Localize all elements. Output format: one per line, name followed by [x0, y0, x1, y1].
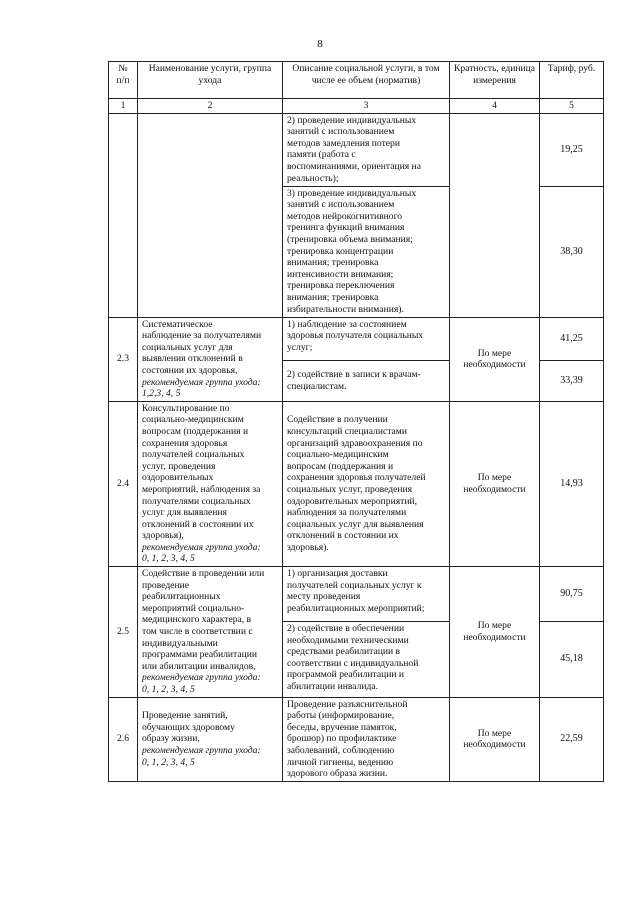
care-group: рекомендуемая группа ухода: 0, 1, 2, 3, 4, 5 [142, 672, 261, 695]
column-index: 2 [138, 99, 283, 114]
table-row [109, 401, 604, 566]
table-row [109, 317, 604, 360]
tariff-cell: 45,18 [540, 621, 604, 697]
description-cell: 2) содействие в записи к врачам- специалистам. [283, 360, 450, 401]
page-number: 8 [317, 38, 323, 50]
tariff-cell: 41,25 [540, 317, 604, 360]
frequency-cell: По мере необходимости [450, 697, 540, 781]
tariff-cell: 38,30 [540, 186, 604, 317]
description-cell: 3) проведение индивидуальных занятий с использованием методов нейрокогнитивного тренинга функций внимания (тренировка объема внимания; тренировка концентрации внимания; тренировка интенсивности внимания; тренировка переключения внимания; тренировка избирательности внимания). [283, 186, 450, 317]
num-cell [109, 113, 138, 317]
care-group: рекомендуемая группа ухода: 0, 1, 2, 3, 4, 5 [142, 541, 261, 565]
service-name: Консультирование по социально-медицинским вопросам (поддержания и сохранения здоровья получателей социальных услуг, проведения оздоровительных мероприятий, наблюдения за получателями социальных услуг для выявления отклонений в состоянии их здоровья), [142, 402, 261, 542]
tariff-cell: 19,25 [540, 113, 604, 186]
column-index: 5 [540, 99, 604, 114]
header-num: № п/п [109, 62, 138, 99]
column-index: 1 [109, 99, 138, 114]
column-index-row [109, 99, 604, 114]
service-name: Содействие в проведении или проведение реабилитационных мероприятий социально- медицинского характера, в том числе в соответствии с индивидуальными программами реабилитации или абилитации инвалидов, [142, 568, 265, 672]
services-table [108, 61, 604, 782]
num-cell: 2.6 [109, 697, 138, 781]
name-cell [138, 113, 283, 317]
column-index: 3 [283, 99, 450, 114]
frequency-cell: По мере необходимости [450, 567, 540, 698]
frequency-cell: По мере необходимости [450, 317, 540, 401]
name-cell [138, 697, 283, 781]
description-cell: 2) содействие в обеспечении необходимыми техническими средствами реабилитации в соответствии с индивидуальной программой реабилитации и абилитации инвалида. [283, 621, 450, 697]
column-index: 4 [450, 99, 540, 114]
description-cell: 1) наблюдение за состоянием здоровья получателя социальных услуг; [283, 317, 450, 360]
table-row [109, 567, 604, 622]
table-row [109, 697, 604, 781]
tariff-cell: 22,59 [540, 697, 604, 781]
name-cell [138, 317, 283, 401]
description-cell: Содействие в получении консультаций специалистами организаций здравоохранения по социально-медицинским вопросам (поддержания и сохранения здоровья получателей социальных услуг, проведения оздоровительных мероприятий, наблюдения за получателями социальных услуг для выявления отклонений в состоянии их здоровья). [283, 401, 450, 566]
description-cell: Проведение разъяснительной работы (информирование, беседы, вручение памяток, брошюр) по профилактике заболеваний, соблюдению личной гигиены, ведению здорового образа жизни. [283, 697, 450, 781]
table-header-row [109, 62, 604, 99]
num-cell: 2.3 [109, 317, 138, 401]
frequency-cell [450, 113, 540, 317]
tariff-cell: 14,93 [540, 401, 604, 566]
service-name: Проведение занятий, обучающих здоровому образу жизни, [142, 710, 235, 745]
header-description: Описание социальной услуги, в том числе ее объем (норматив) [283, 62, 450, 99]
tariff-cell: 90,75 [540, 567, 604, 622]
description-cell: 1) организация доставки получателей социальных услуг к месту проведения реабилитационных мероприятий; [283, 567, 450, 622]
care-group: рекомендуемая группа ухода: 0, 1, 2, 3, 4, 5 [142, 744, 261, 768]
num-cell: 2.4 [109, 401, 138, 566]
num-cell: 2.5 [109, 567, 138, 698]
header-frequency: Кратность, единица измерения [450, 62, 540, 99]
header-tariff: Тариф, руб. [540, 62, 604, 99]
care-group: рекомендуемая группа ухода: 1,2,3, 4, 5 [142, 376, 261, 400]
name-cell [138, 567, 283, 698]
tariff-cell: 33,39 [540, 360, 604, 401]
header-name: Наименование услуги, группа ухода [138, 62, 283, 99]
frequency-cell: По мере необходимости [450, 401, 540, 566]
table-row [109, 113, 604, 186]
name-cell [138, 401, 283, 566]
service-name: Систематическое наблюдение за получателями социальных услуг для выявления отклонений в состоянии их здоровья, [142, 318, 262, 376]
description-cell: 2) проведение индивидуальных занятий с использованием методов замедления потери памяти (работа с воспоминаниями, ориентация на реальность); [283, 113, 450, 186]
